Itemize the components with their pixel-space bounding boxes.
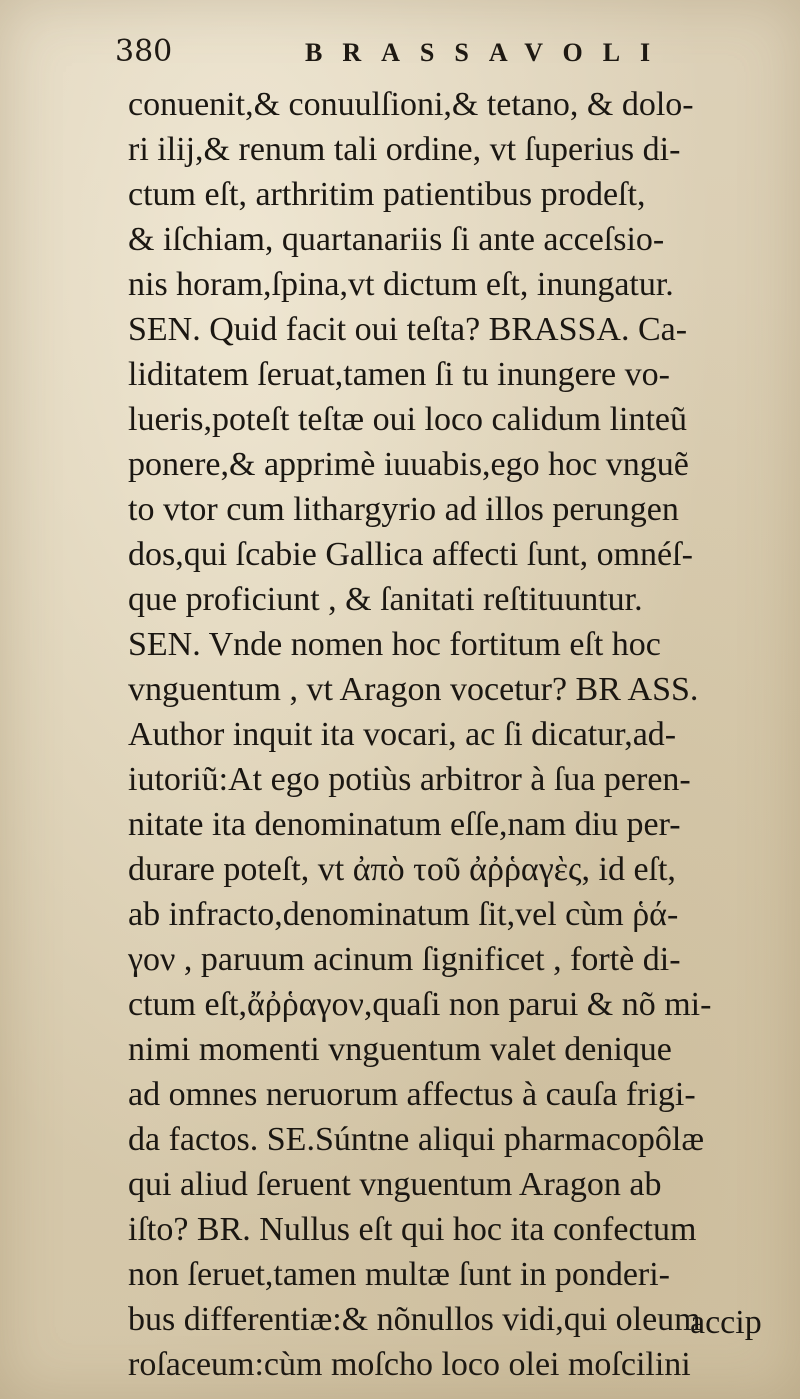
text-line: & iſchiam, quartanariis ſi ante acceſsio- <box>128 221 665 258</box>
text-line: da factos. SE.Súntne aliqui pharmacopôlæ <box>128 1121 704 1158</box>
text-line: ab infracto,denominatum ſit,vel cùm ῥά- <box>128 896 679 933</box>
text-line: liditatem ſeruat,tamen ſi tu inungere vo- <box>128 356 670 393</box>
catchword: accip <box>690 1304 762 1341</box>
text-line: ad omnes neruorum affectus à cauſa frigi- <box>128 1076 696 1113</box>
text-line: SEN. Vnde nomen hoc fortitum eſt hoc <box>128 626 661 663</box>
text-line: non ſeruet,tamen multæ ſunt in ponderi- <box>128 1256 671 1293</box>
text-line: Author inquit ita vocari, ac ſi dicatur,ad- <box>128 716 677 753</box>
text-line: qui aliud ſeruent vnguentum Aragon ab <box>128 1166 662 1203</box>
text-line: ponere,& apprimè iuuabis,ego hoc vnguẽ <box>128 446 689 483</box>
page-header <box>115 28 715 78</box>
text-line: que proficiunt , & ſanitati reſtituuntur. <box>128 581 643 618</box>
text-line: ctum eſt, arthritim patientibus prodeſt, <box>128 176 646 213</box>
text-line: iſto? BR. Nullus eſt qui hoc ita confectum <box>128 1211 697 1248</box>
text-line: nimi momenti vnguentum valet denique <box>128 1031 672 1068</box>
text-line: ri ilij,& renum tali ordine, vt ſuperius di- <box>128 131 681 168</box>
text-line: lueris,poteſt teſtæ oui loco calidum linteũ <box>128 401 688 438</box>
running-head: BRASSAVOLI <box>305 38 671 67</box>
text-line: vnguentum , vt Aragon vocetur? BR ASS. <box>128 671 699 708</box>
text-line: iutoriũ:At ego potiùs arbitror à ſua peren- <box>128 761 691 798</box>
body-text <box>128 82 768 1387</box>
text-line: conuenit,& conuulſioni,& tetano, & dolo- <box>128 86 694 123</box>
text-line: to vtor cum lithargyrio ad illos perungen <box>128 491 679 528</box>
text-line: SEN. Quid facit oui teſta? BRASSA. Ca- <box>128 311 688 348</box>
text-line: dos,qui ſcabie Gallica affecti ſunt, omnéſ- <box>128 536 693 573</box>
text-line: γον , paruum acinum ſignificet , fortè di- <box>128 941 681 978</box>
text-line: bus differentiæ:& nõnullos vidi,qui oleum <box>128 1301 701 1338</box>
text-line: nis horam,ſpina,vt dictum eſt, inungatur. <box>128 266 674 303</box>
text-line: nitate ita denominatum eſſe,nam diu per- <box>128 806 681 843</box>
text-line: ctum eſt,ἄῤῥαγον,quaſi non parui & nõ mi- <box>128 986 712 1023</box>
text-line: roſaceum:cùm moſcho loco olei moſcilini <box>128 1346 691 1383</box>
page-number: 380 <box>115 34 173 69</box>
text-line: durare poteſt, vt ἀπὸ τοῦ ἀῤῥαγὲς, id eſt, <box>128 851 676 888</box>
